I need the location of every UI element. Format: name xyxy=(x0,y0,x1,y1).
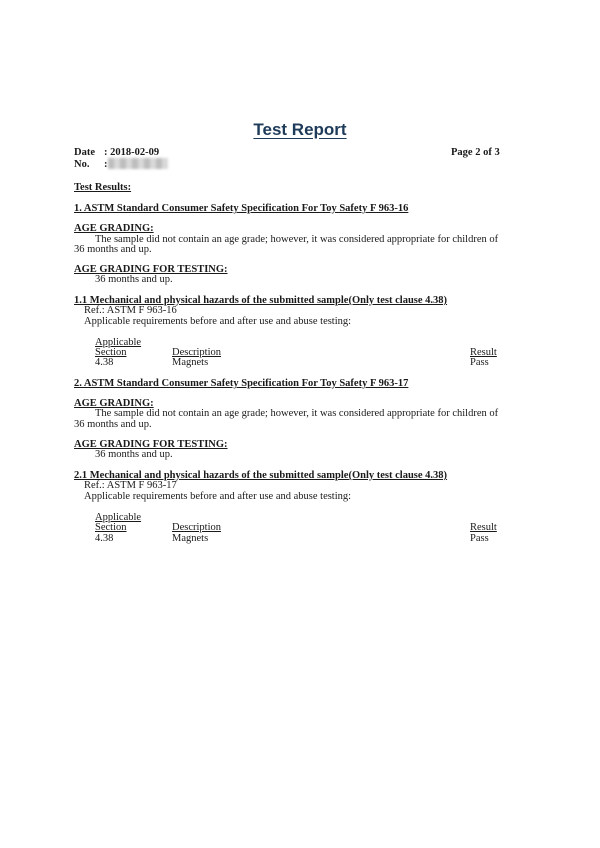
section-2-row-description: Magnets xyxy=(172,533,209,544)
report-number-value: : xyxy=(104,159,108,170)
section-1-sub-heading: 1.1 Mechanical and physical hazards of the submitted sample(Only test clause 4.38) xyxy=(74,295,448,306)
section-2-row-result: Pass xyxy=(470,533,489,544)
section-1-applicable-text: Applicable requirements before and after use and abuse testing: xyxy=(84,316,352,327)
section-1-heading: 1. ASTM Standard Consumer Safety Specification For Toy Safety F 963-16 xyxy=(74,203,409,214)
section-2-age-grading-label: AGE GRADING: xyxy=(74,398,154,409)
section-2-age-grading-text-cont: 36 months and up. xyxy=(74,419,152,430)
page-number: Page 2 of 3 xyxy=(451,147,500,158)
section-1-testing-text: 36 months and up. xyxy=(95,274,173,285)
section-1-testing-label: AGE GRADING FOR TESTING: xyxy=(74,264,228,275)
section-1-col-result: Result xyxy=(470,347,497,358)
section-2-col-description: Description xyxy=(172,522,221,533)
section-2-sub-heading: 2.1 Mechanical and physical hazards of the submitted sample(Only test clause 4.38) xyxy=(74,470,448,481)
section-2-age-grading-text: The sample did not contain an age grade; however, it was considered appropriate for children of xyxy=(95,408,499,419)
section-1-col-description: Description xyxy=(172,347,221,358)
redacted-number xyxy=(108,158,168,169)
section-2-row-section: 4.38 xyxy=(95,533,114,544)
report-number-label: No. xyxy=(74,159,90,170)
section-2-col-section: Section xyxy=(95,522,127,533)
section-2-testing-label: AGE GRADING FOR TESTING: xyxy=(74,439,228,450)
section-1-age-grading-text-cont: 36 months and up. xyxy=(74,244,152,255)
section-1-row-section: 4.38 xyxy=(95,357,114,368)
page-title: Test Report xyxy=(253,120,347,139)
date-label: Date xyxy=(74,147,95,158)
section-1-row-description: Magnets xyxy=(172,357,209,368)
section-1-col-section: Section xyxy=(95,347,127,358)
section-2-heading: 2. ASTM Standard Consumer Safety Specification For Toy Safety F 963-17 xyxy=(74,378,409,389)
section-1-age-grading-text: The sample did not contain an age grade; however, it was considered appropriate for children of xyxy=(95,234,499,245)
section-1-ref: Ref.: ASTM F 963-16 xyxy=(84,305,177,316)
date-value: : 2018-02-09 xyxy=(104,147,160,158)
section-2-ref: Ref.: ASTM F 963-17 xyxy=(84,480,177,491)
test-results-label: Test Results: xyxy=(74,182,132,193)
section-2-col-applicable: Applicable xyxy=(95,512,142,523)
section-2-col-result: Result xyxy=(470,522,497,533)
section-1-age-grading-label: AGE GRADING: xyxy=(74,223,154,234)
section-2-testing-text: 36 months and up. xyxy=(95,449,173,460)
section-1-row-result: Pass xyxy=(470,357,489,368)
section-2-applicable-text: Applicable requirements before and after use and abuse testing: xyxy=(84,491,352,502)
section-1-col-applicable: Applicable xyxy=(95,337,142,348)
